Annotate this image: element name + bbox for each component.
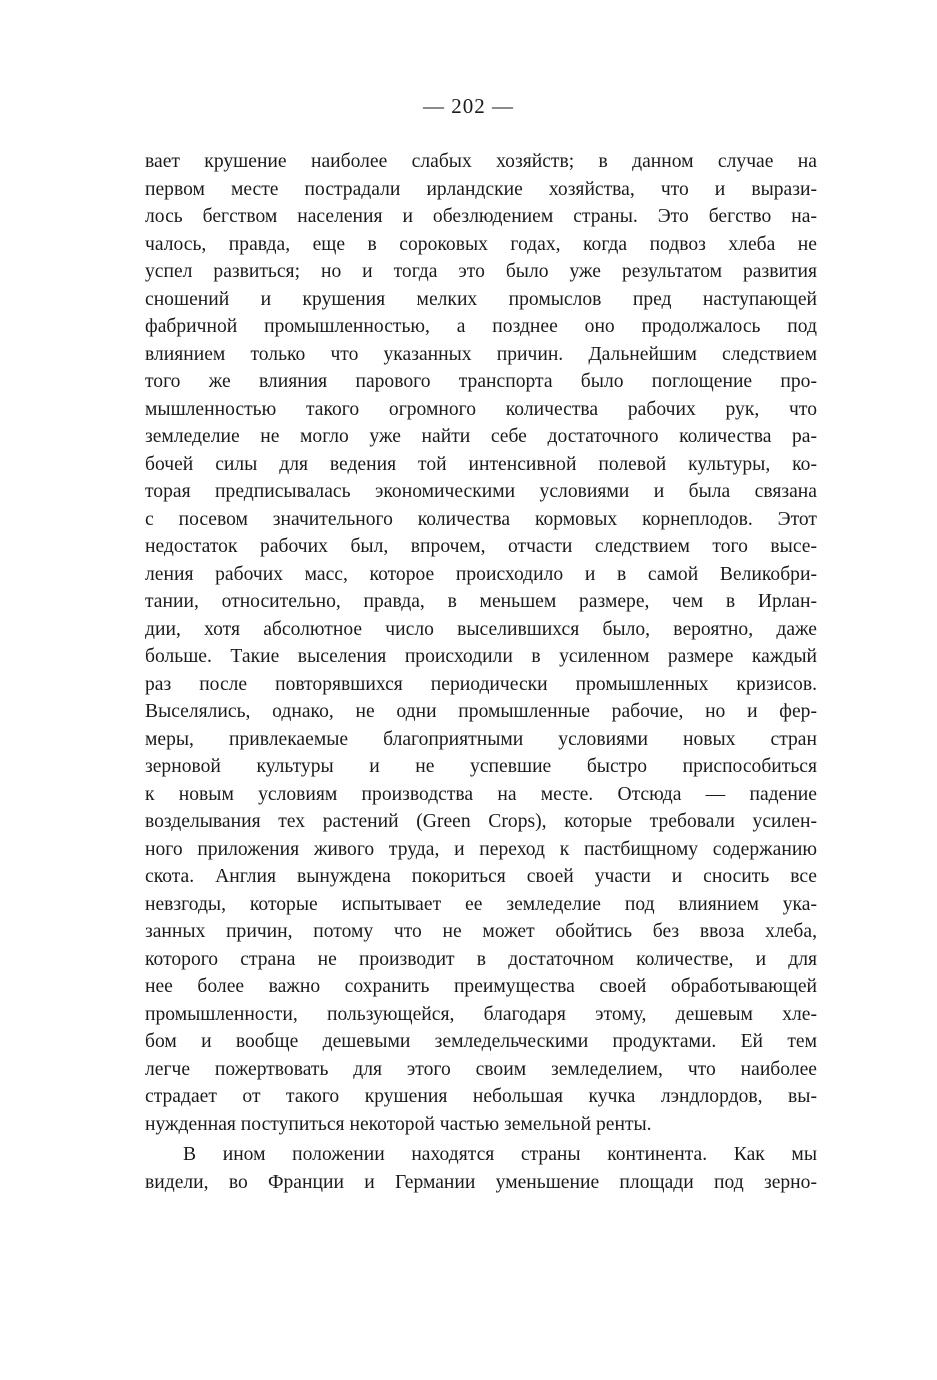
text-line: видели, во Франции и Германии уменьшение площади под зерно-: [145, 1171, 817, 1193]
text-line: легче пожертвовать для этого своим земледелием, что наиболее: [145, 1058, 817, 1080]
text-line: которого страна не производит в достаточном количестве, и для: [145, 948, 817, 970]
text-line: нужденная поступиться некоторой частью земельной ренты.: [145, 1113, 652, 1135]
text-line: меры, привлекаемые благоприятными условиями новых стран: [145, 728, 817, 750]
text-line: Выселялись, однако, не одни промышленные рабочие, но и фер-: [145, 701, 817, 722]
text-line: чалось, правда, еще в сороковых годах, когда подвоз хлеба не: [145, 233, 817, 255]
text-line: возделывания тех растений (Green Crops), которые требовали усилен-: [145, 811, 817, 832]
text-line: того же влияния парового транспорта было поглощение про-: [145, 371, 817, 392]
page-number: — 202 —: [423, 94, 514, 118]
text-line: бочей силы для ведения той интенсивной полевой культуры, ко-: [145, 453, 817, 475]
text-line: больше. Такие выселения происходили в усиленном размере каждый: [145, 646, 817, 667]
text-line: недостаток рабочих был, впрочем, отчасти следствием того высе-: [145, 536, 817, 557]
body-text: [145, 148, 817, 1196]
text-line: успел развиться; но и тогда это было уже результатом развития: [145, 261, 817, 282]
text-line: влиянием только что указанных причин. Дальнейшим следствием: [145, 343, 817, 365]
text-line: страдает от такого крушения небольшая кучка лэндлордов, вы-: [145, 1086, 817, 1107]
paragraph: [145, 148, 817, 1138]
text-line: дии, хотя абсолютное число выселившихся было, вероятно, даже: [145, 618, 817, 640]
text-line: невзгоды, которые испытывает ее земледелие под влиянием ука-: [145, 893, 817, 915]
text-line: бом и вообще дешевыми земледельческими продуктами. Ей тем: [145, 1031, 817, 1052]
text-line: фабричной промышленностью, а позднее оно продолжалось под: [145, 316, 817, 337]
text-line: к новым условиям производства на месте. Отсюда — падение: [145, 783, 817, 805]
text-line: вает крушение наиболее слабых хозяйств; в данном случае на: [145, 151, 817, 172]
text-line: земледелие не могло уже найти себе достаточного количества ра-: [145, 426, 817, 447]
text-line: мышленностью такого огромного количества рабочих рук, что: [145, 398, 817, 420]
paragraph: [145, 1141, 817, 1196]
text-line: В ином положении находятся страны континента. Как мы: [183, 1144, 817, 1165]
text-line: промышленности, пользующейся, благодаря этому, дешевым хле-: [145, 1003, 817, 1025]
text-line: скота. Англия вынуждена покориться своей участи и сносить все: [145, 866, 817, 887]
text-line: занных причин, потому что не может обойтись без ввоза хлеба,: [145, 921, 817, 942]
text-line: нее более важно сохранить преимущества своей обработывающей: [145, 976, 817, 997]
text-line: торая предписывалась экономическими условиями и была связана: [145, 481, 817, 502]
text-line: зерновой культуры и не успевшие быстро приспособиться: [145, 756, 817, 777]
text-line: первом месте пострадали ирландские хозяйства, что и вырази-: [145, 178, 817, 200]
text-line: раз после повторявшихся периодически промышленных кризисов.: [145, 673, 817, 695]
text-line: ного приложения живого труда, и переход к пастбищному содержанию: [145, 838, 817, 860]
text-line: ления рабочих масс, которое происходило и в самой Великобри-: [145, 563, 817, 585]
text-line: тании, относительно, правда, в меньшем размере, чем в Ирлан-: [145, 591, 817, 612]
text-line: лось бегством населения и обезлюдением страны. Это бегство на-: [145, 206, 817, 227]
text-line: сношений и крушения мелких промыслов пред наступающей: [145, 288, 817, 310]
text-line: с посевом значительного количества кормовых корнеплодов. Этот: [145, 508, 817, 530]
